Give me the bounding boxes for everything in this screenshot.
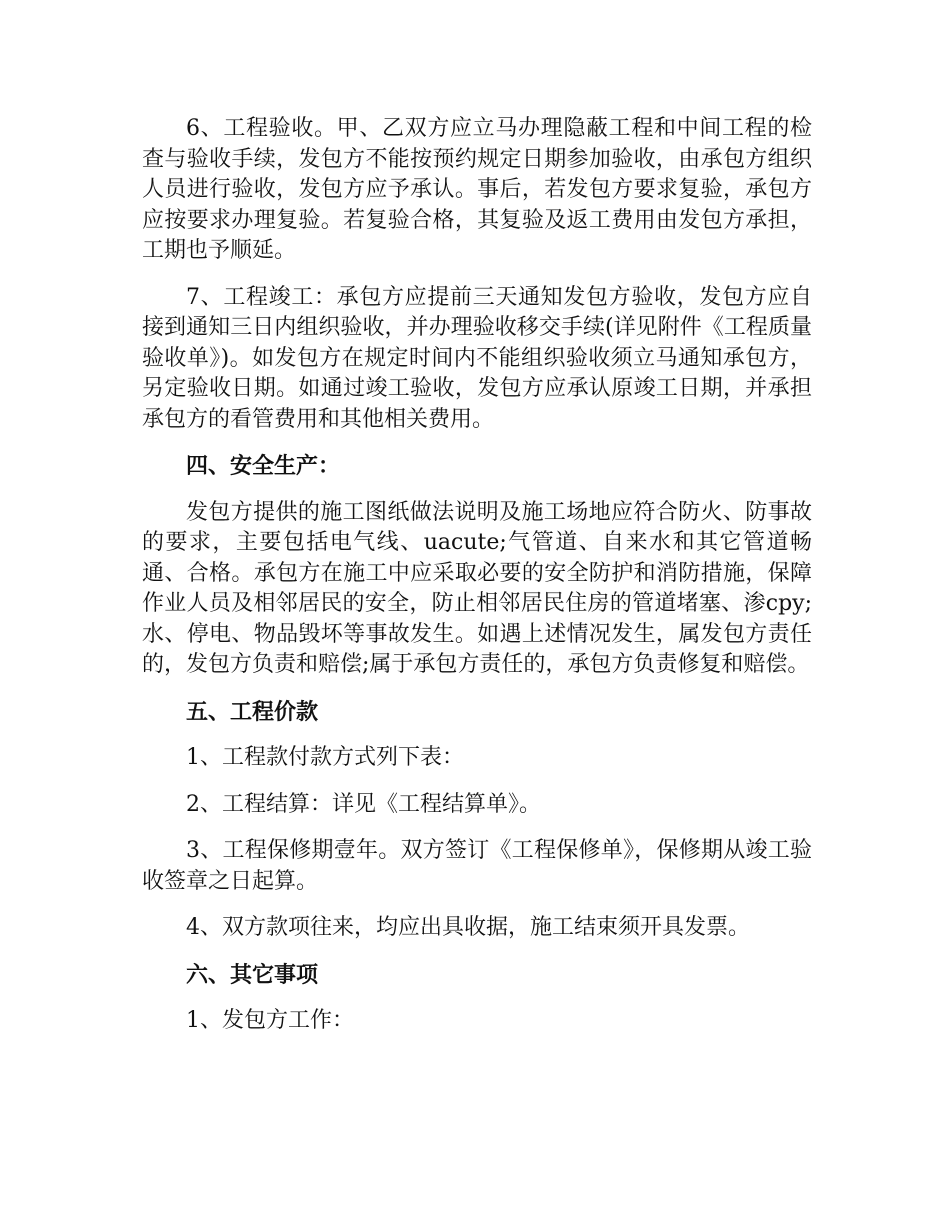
- clause-settlement: 2、工程结算：详见《工程结算单》。: [186, 791, 541, 817]
- section-heading-safety: 四、安全生产：: [186, 453, 341, 479]
- clause-receipts: 4、双方款项往来，均应出具收据，施工结束须开具发票。: [186, 915, 750, 940]
- clause-completion: 7、工程竣工：承包方应提前三天通知发包方验收，发包方应自接到通知三日内组织验收，并办理验收移交手续(详见附件《工程质量验收单》)。如发包方在规定时间内不能组织验收须立马通知承包方，另定验收日期。如通过竣工验收，发包方应承认原竣工日期，并承担承包方的看管费用和其他相关费用。: [142, 284, 812, 432]
- clause-payment-method: 1、工程款付款方式列下表：: [186, 745, 464, 770]
- section-heading-price: 五、工程价款: [186, 698, 319, 725]
- clause-safety: 发包方提供的施工图纸做法说明及施工场地应符合防火、防事故的要求，主要包括电气线、uacute;气管道、自来水和其它管道畅通、合格。承包方在施工中应采取必要的安全防护和消防措施，保障作业人员及相邻居民的安全，防止相邻居民住房的管道堵塞、渗cpy;水、停电、物品毁坏等事故发生。如遇上述情况发生，属发包方责任的，发包方负责和赔偿;属于承包方责任的，承包方负责修复和赔偿。: [142, 499, 812, 677]
- document-page: [142, 114, 812, 1053]
- clause-employer-work: 1、发包方工作：: [186, 1008, 354, 1033]
- section-heading-other: 六、其它事项: [186, 961, 319, 988]
- clause-acceptance: 6、工程验收。甲、乙双方应立马办理隐蔽工程和中间工程的检查与验收手续，发包方不能按预约规定日期参加验收，由承包方组织人员进行验收，发包方应予承认。事后，若发包方要求复验，承包方应按要求办理复验。若复验合格，其复验及返工费用由发包方承担，工期也予顺延。: [142, 116, 812, 263]
- clause-warranty: 3、工程保修期壹年。双方签订《工程保修单》，保修期从竣工验收签章之日起算。: [142, 838, 812, 894]
